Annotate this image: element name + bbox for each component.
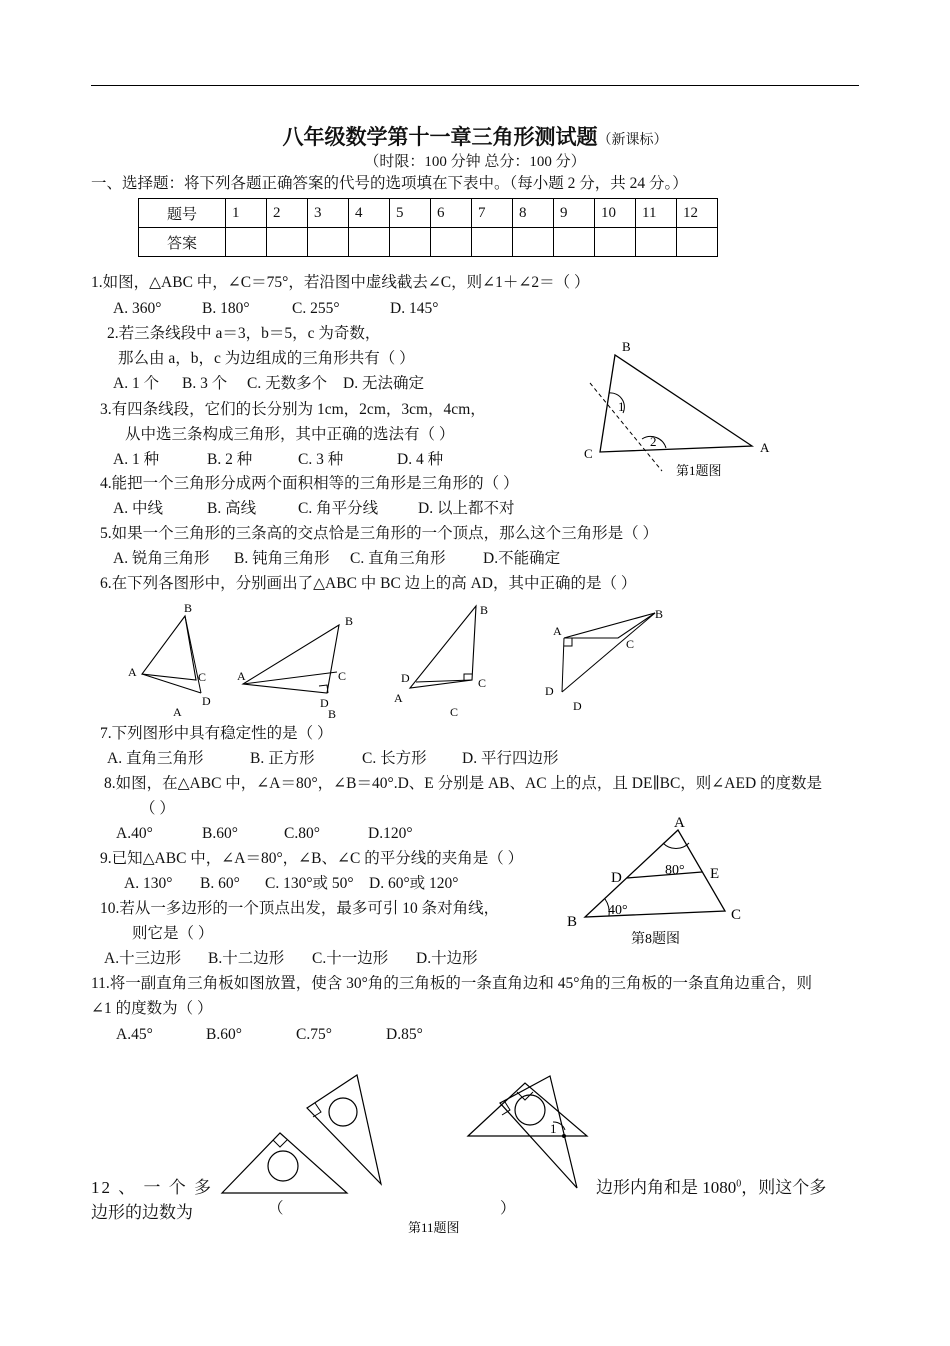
table-cell: 5 xyxy=(390,199,431,228)
svg-text:C: C xyxy=(450,705,459,719)
fig1-label-c: C xyxy=(584,446,593,461)
q10-option-d: D.十边形 xyxy=(416,950,478,967)
q9-option-c: C. 130°或 50° xyxy=(265,875,354,892)
svg-text:D: D xyxy=(202,694,211,708)
q12-paren-close: ） xyxy=(500,1200,516,1217)
question-1-stem: 1.如图，△ABC 中，∠C＝75°，若沿图中虚线截去∠C，则∠1＋∠2＝（ ） xyxy=(91,274,590,291)
q7-option-b: B. 正方形 xyxy=(250,750,315,767)
row-label-number: 题号 xyxy=(139,199,226,228)
svg-text:D: D xyxy=(545,684,554,698)
fig6-option-a xyxy=(128,601,211,719)
answer-cell[interactable] xyxy=(554,228,595,257)
fig1-angle-2: 2 xyxy=(650,434,657,449)
q9-option-d: D. 60°或 120° xyxy=(369,875,459,892)
fig8-label-c: C xyxy=(731,907,742,923)
svg-text:B: B xyxy=(480,603,489,617)
q2-option-c: C. 无数多个 xyxy=(247,375,328,392)
q5-option-d: D.不能确定 xyxy=(483,550,561,567)
answer-cell[interactable] xyxy=(267,228,308,257)
question-2-stem-2: 那么由 a，b，c 为边组成的三角形共有（ ） xyxy=(118,350,415,367)
answer-cell[interactable] xyxy=(636,228,677,257)
fig8-caption: 第8题图 xyxy=(631,932,680,947)
q11-option-a: A.45° xyxy=(116,1026,153,1043)
question-5-stem: 5.如果一个三角形的三条高的交点恰是三角形的一个顶点，那么这个三角形是（ ） xyxy=(100,525,659,542)
svg-text:D: D xyxy=(320,696,329,710)
section-intro: 一、选择题：将下列各题正确答案的代号的选项填在下表中。（每小题 2 分，共 24 分。） xyxy=(91,175,688,192)
row-label-answer: 答案 xyxy=(139,228,226,257)
svg-text:D: D xyxy=(401,671,410,685)
answer-cell[interactable] xyxy=(595,228,636,257)
answer-cell[interactable] xyxy=(431,228,472,257)
fig6-option-d xyxy=(545,607,663,713)
fig1-label-b: B xyxy=(622,339,631,354)
q2-option-a: A. 1 个 xyxy=(113,375,160,392)
q7-option-c: C. 长方形 xyxy=(362,750,427,767)
q1-option-d: D. 145° xyxy=(390,300,439,317)
fig8-label-d: D xyxy=(611,870,622,886)
q1-option-a: A. 360° xyxy=(113,300,162,317)
question-2-stem: 2.若三条线段中 a＝3，b＝5，c 为奇数， xyxy=(107,325,381,342)
q1-option-b: B. 180° xyxy=(202,300,250,317)
q8-option-a: A.40° xyxy=(116,825,153,842)
q2-option-d: D. 无法确定 xyxy=(343,375,424,392)
figure-1 xyxy=(580,335,780,478)
q4-option-a: A. 中线 xyxy=(113,500,163,517)
q8-option-c: C.80° xyxy=(284,825,320,842)
fig8-label-b: B xyxy=(567,914,578,930)
fig1-label-a: A xyxy=(760,440,770,455)
q4-option-d: D. 以上都不对 xyxy=(418,500,515,517)
q10-option-a: A.十三边形 xyxy=(104,950,182,967)
q11-option-d: D.85° xyxy=(386,1026,423,1043)
q4-option-c: C. 角平分线 xyxy=(298,500,379,517)
table-cell: 2 xyxy=(267,199,308,228)
answer-cell[interactable] xyxy=(349,228,390,257)
q8-option-b: B.60° xyxy=(202,825,238,842)
fig8-angle-b: 40° xyxy=(608,903,628,918)
q9-option-b: B. 60° xyxy=(200,875,240,892)
q5-option-a: A. 锐角三角形 xyxy=(113,550,210,567)
answer-cell[interactable] xyxy=(677,228,718,257)
question-6-stem: 6.在下列各图形中，分别画出了△ABC 中 BC 边上的高 AD，其中正确的是（ ） xyxy=(100,575,637,592)
q11-option-c: C.75° xyxy=(296,1026,332,1043)
svg-text:A: A xyxy=(394,691,403,705)
table-cell: 8 xyxy=(513,199,554,228)
q1-option-c: C. 255° xyxy=(292,300,340,317)
combined-set-squares-icon xyxy=(468,1076,587,1188)
q11-option-b: B.60° xyxy=(206,1026,242,1043)
fig8-label-e: E xyxy=(710,866,720,882)
answer-table xyxy=(138,198,718,257)
svg-text:A: A xyxy=(128,665,137,679)
question-12-part2: 边形内角和是 1080$^0$，则这个多 xyxy=(596,1178,827,1197)
question-12-part1: 12 、 一 个 多 xyxy=(91,1178,213,1197)
fig11-caption: 第11题图 xyxy=(408,1220,460,1235)
question-11-stem: 11.将一副直角三角板如图放置，使含 30°角的三角板的一条直角边和 45°角的三角板的一条直角边重合，则 xyxy=(91,975,812,992)
answer-cell[interactable] xyxy=(390,228,431,257)
q7-option-d: D. 平行四边形 xyxy=(462,750,559,767)
svg-text:C: C xyxy=(478,676,487,690)
question-4-stem: 4.能把一个三角形分成两个面积相等的三角形是三角形的（ ） xyxy=(100,475,519,492)
table-cell: 1 xyxy=(226,199,267,228)
page-subtitle: （时限：100 分钟 总分：100 分） xyxy=(364,154,586,170)
question-12-line2: 边形的边数为 xyxy=(91,1203,193,1222)
q5-option-c: C. 直角三角形 xyxy=(350,550,446,567)
q5-option-b: B. 钝角三角形 xyxy=(234,550,330,567)
question-10-stem-2: 则它是（ ） xyxy=(132,925,214,942)
q3-option-d: D. 4 种 xyxy=(397,451,444,468)
q3-option-a: A. 1 种 xyxy=(113,451,160,468)
question-9-stem: 9.已知△ABC 中，∠A＝80°，∠B、∠C 的平分线的夹角是（ ） xyxy=(100,850,524,867)
svg-text:D: D xyxy=(573,699,582,713)
q2-option-b: B. 3 个 xyxy=(182,375,228,392)
svg-text:C: C xyxy=(626,637,635,651)
q4-option-b: B. 高线 xyxy=(207,500,257,517)
fig8-label-a: A xyxy=(674,815,685,831)
svg-text:B: B xyxy=(345,614,354,628)
q3-option-b: B. 2 种 xyxy=(207,451,253,468)
fig11-angle-1: 1 xyxy=(550,1121,557,1136)
q12-paren-open: （ xyxy=(268,1200,284,1217)
question-11-stem-2: ∠1 的度数为（ ） xyxy=(91,1000,213,1017)
table-cell: 4 xyxy=(349,199,390,228)
table-cell: 6 xyxy=(431,199,472,228)
svg-text:A: A xyxy=(553,624,562,638)
figure-6 xyxy=(120,600,680,721)
q10-option-b: B.十二边形 xyxy=(208,950,285,967)
table-cell: 9 xyxy=(554,199,595,228)
table-cell: 3 xyxy=(308,199,349,228)
answer-cell[interactable] xyxy=(226,228,267,257)
q8-option-d: D.120° xyxy=(368,825,413,842)
fig6-option-c xyxy=(394,603,488,719)
answer-cell[interactable] xyxy=(513,228,554,257)
svg-text:B: B xyxy=(328,707,337,721)
set-square-45-icon xyxy=(222,1133,347,1193)
svg-text:A: A xyxy=(237,669,246,683)
table-cell: 7 xyxy=(472,199,513,228)
answer-cell[interactable] xyxy=(308,228,349,257)
table-cell: 12 xyxy=(677,199,718,228)
question-10-stem: 10.若从一多边形的一个顶点出发，最多可引 10 条对角线， xyxy=(100,900,500,917)
fig6-option-b xyxy=(237,614,353,721)
question-3-stem: 3.有四条线段，它们的长分别为 1cm，2cm，3cm，4cm， xyxy=(100,401,486,418)
question-7-stem: 7.下列图形中具有稳定性的是（ ） xyxy=(100,725,333,742)
page-title: 八年级数学第十一章三角形测试题（新课标） xyxy=(282,124,668,149)
figure-8 xyxy=(565,810,765,945)
svg-text:B: B xyxy=(184,601,193,615)
q10-option-c: C.十一边形 xyxy=(312,950,389,967)
svg-text:B: B xyxy=(655,607,664,621)
svg-text:C: C xyxy=(198,670,207,684)
table-cell: 10 xyxy=(595,199,636,228)
q9-option-a: A. 130° xyxy=(124,875,173,892)
table-cell: 11 xyxy=(636,199,677,228)
q3-option-c: C. 3 种 xyxy=(298,451,344,468)
q7-option-a: A. 直角三角形 xyxy=(107,750,204,767)
svg-text:A: A xyxy=(173,705,182,719)
top-rule xyxy=(91,85,859,86)
question-3-stem-2: 从中选三条构成三角形，其中正确的选法有（ ） xyxy=(125,426,455,443)
table-row xyxy=(139,199,718,228)
question-8-stem: 8.如图，在△ABC 中，∠A＝80°，∠B＝40°.D、E 分别是 AB、AC 上的点，且 DE∥BC，则∠AED 的度数是 xyxy=(104,775,823,792)
fig8-angle-a: 80° xyxy=(665,863,685,878)
fig1-caption: 第1题图 xyxy=(676,463,722,478)
fig1-angle-1: 1 xyxy=(618,399,625,414)
question-8-stem-2: （ ） xyxy=(140,800,175,817)
answer-cell[interactable] xyxy=(472,228,513,257)
table-row xyxy=(139,228,718,257)
svg-text:C: C xyxy=(338,669,347,683)
